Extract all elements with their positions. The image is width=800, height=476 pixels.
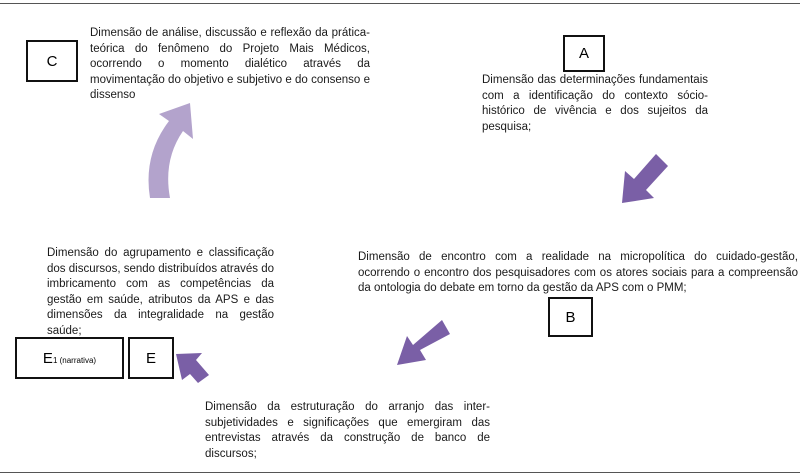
label-box-b [548,297,593,337]
arrow-a-to-b-icon [622,154,668,203]
text-c: Dimensão de análise, discussão e reflexão da prática-teórica do fenômeno do Projeto Mais Médicos, ocorrendo o momento dialético através da movimentação do objetivo e subjetivo e do consenso e dissenso [90,27,370,101]
text-b: Dimensão de encontro com a realidade na micropolítica do cuidado-gestão, ocorrendo o encontro dos pesquisadores com os atores sociais para a compreensão da ontologia do debate em torno da gestão da APS com o PMM; [358,251,798,294]
label-box-e [128,337,174,379]
label-b: B [565,308,576,326]
text-a: Dimensão das determinações fundamentais com a identificação do contexto sócio-histórico de vivência e dos sujeitos da pesquisa; [482,74,708,133]
label-c: C [46,52,58,70]
label-e: E [145,349,156,367]
arrow-to-c-icon [149,103,193,198]
arrow-d-to-e-icon [176,353,209,383]
label-e1-main: E [42,349,53,367]
arrow-b-to-d-icon [397,320,450,365]
label-box-e1 [15,337,124,379]
label-box-a [563,35,605,72]
label-e1-sub: 1 (narrativa) [52,355,97,365]
label-box-c [26,40,78,82]
label-e1 [43,350,96,367]
text-d: Dimensão da estruturação do arranjo das inter-subjetividades e significações que emergiram das entrevistas através da construção de banco de discursos; [205,401,490,460]
label-a: A [578,45,589,62]
text-e: Dimensão do agrupamento e classificação dos discursos, sendo distribuídos através do imbricamento com as competências da gestão em saúde, atributos da APS e das dimensões da integralidade na gestão saúde; [47,247,274,337]
